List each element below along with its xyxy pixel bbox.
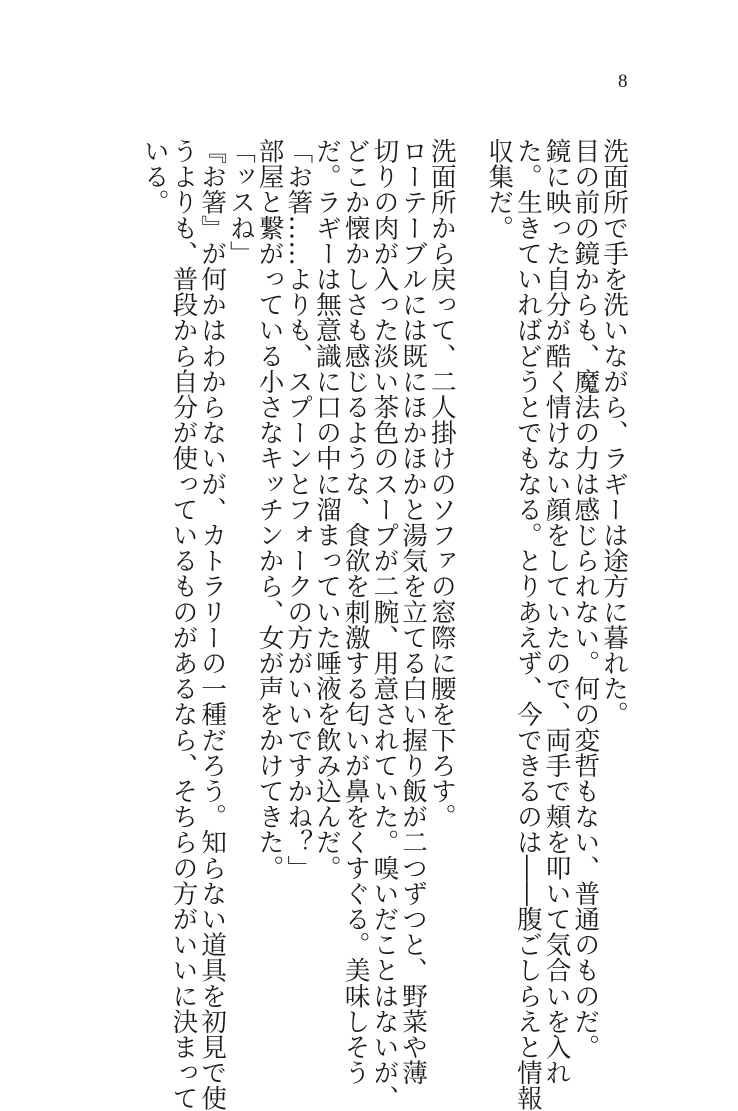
page-number: 8 [618,71,628,92]
text-line: どこか懐かしさも感じるような、食欲を刺激する匂いが鼻をくすぐる。美味しそう [340,138,371,1086]
text-line: 切りの肉が入った淡い茶色のスープが二腕、用意されていた。嗅いだことはないが、 [369,138,400,1111]
text-line: いる。 [139,138,170,215]
text-line: 「ッスね」 [225,138,256,266]
text-line: 収集だ。 [484,138,515,241]
text-line: 洗面所から戻って、二人掛けのソファの窓際に腰を下ろす。 [426,138,457,830]
text-line: ローテーブルには既にほかほかと湯気を立てる白い握り飯が二つずつと、野菜や薄 [398,138,429,1086]
body-text [139,138,629,1111]
text-line: だ。ラギーは無意識に口の中に溜まっていた唾液を飲み込んだ。 [311,138,342,881]
text-line: うよりも、普段から自分が使っているものがあるなら、そちらの方がいいに決まって [168,138,199,1111]
blank-line [456,138,485,968]
text-line: た。生きていればどうとでもなる。とりあえず、今できるのは――腹ごしらえと情報 [512,138,543,1111]
text-line: 部屋と繋がっている小さなキッチンから、女が声をかけてきた。 [254,138,285,881]
text-line: 洗面所で手を洗いながら、ラギーは途方に暮れた。 [599,138,629,727]
text-line: 『お箸』が何かはわからないが、カトラリーの一種だろう。知らない道具を初見で使 [197,138,228,1111]
text-line: 目の前の鏡からも、魔法の力は感じられない。何の変哲もない、普通のものだ。 [570,138,601,1060]
text-line: 「お箸……よりも、スプーンとフォークの方がいいですかね？」 [283,138,314,881]
text-line: 鏡に映った自分が酷く情けない顔をしていたので、両手で頬を叩いて気合いを入れ [541,138,572,1086]
